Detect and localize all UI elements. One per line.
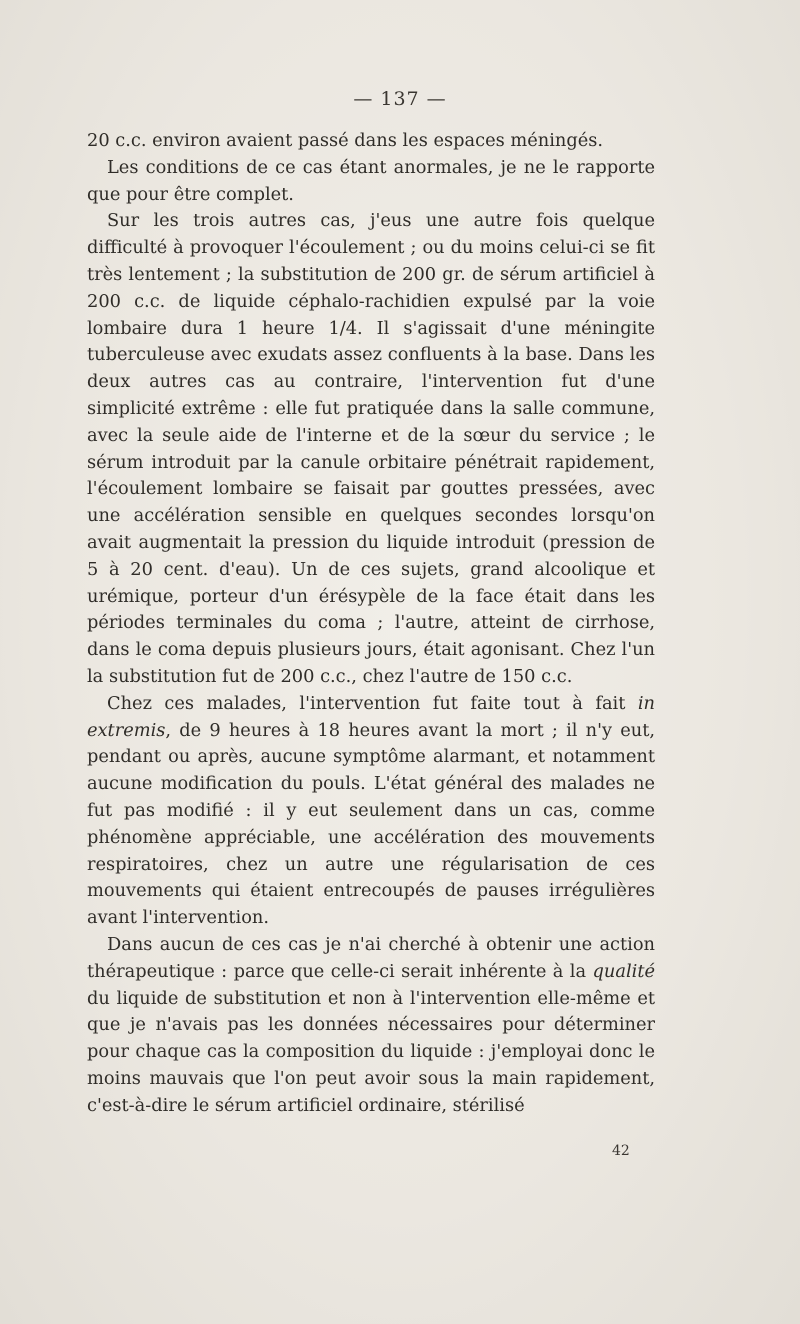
text-segment: 20 c.c. environ avaient passé dans les espaces méningés.: [87, 130, 604, 151]
italic-text: in extremis: [87, 692, 655, 741]
page-number-header: — 137 —: [353, 88, 447, 110]
paragraph: [87, 932, 655, 1120]
body-text: [87, 128, 655, 1119]
text-segment: Sur les trois autres cas, j'eus une autre fois quelque difficulté à provoquer l'écoulement ; ou du moins celui-ci se fit très lentement ; la substitution de 200 gr. de sérum artificiel à 200 c.c. de liquide céphalo-rachidien expulsé par la voie lombaire dura 1 heure 1/4. Il s'agissait d'une méningite tuberculeuse avec exudats assez confluents à la base. Dans les deux autres cas au contraire, l'intervention fut d'une simplicité extrême : elle fut pratiquée dans la salle commune, avec la seule aide de l'interne et de la sœur du service ; le sérum introduit par la canule orbitaire pénétrait rapidement, l'écoulement lombaire se faisait par gouttes pressées, avec une accélération sensible en quelques secondes lorsqu'on avait augmentait la pression du liquide introduit (pression de 5 à 20 cent. d'eau). Un de ces sujets, grand alcoolique et urémique, porteur d'un érésypèle de la face était dans les périodes terminales du coma ; l'autre, atteint de cirrhose, dans le coma depuis plusieurs jours, était agonisant. Chez l'un la substitution fut de 200 c.c., chez l'autre de 150 c.c.: [87, 210, 655, 687]
text-segment: du liquide de substitution et non à l'intervention elle-même et que je n'avais pas les données nécessaires pour déterminer pour chaque cas la composition du liquide : j'employai donc le moins mauvais que l'on peut avoir sous la main rapidement, c'est-à-dire le sérum artificiel ordinaire, stérilisé: [87, 987, 655, 1116]
text-segment: Les conditions de ce cas étant anormales, je ne le rapporte que pour être complet.: [87, 156, 655, 205]
text-segment: , de 9 heures à 18 heures avant la mort ; il n'y eut, pendant ou après, aucune symptôme alarmant, et notamment aucune modification du pouls. L'état général des malades ne fut pas modifié : il y eut seulement dans un cas, comme phénomène appréciable, une accélération des mouvements respiratoires, chez un autre une régularisation de ces mouvements qui étaient entrecoupés de pauses irrégulières avant l'intervention.: [87, 719, 655, 929]
text-segment: Chez ces malades, l'intervention fut faite tout à fait: [107, 692, 638, 714]
paragraph: [87, 691, 655, 932]
text-segment: Dans aucun de ces cas je n'ai cherché à obtenir une action thérapeutique : parce que celle-ci serait inhérente à la: [87, 933, 655, 982]
italic-text: qualité: [592, 960, 655, 982]
paragraph: [87, 155, 655, 209]
paragraph: [87, 128, 655, 155]
signature-mark: 42: [612, 1143, 630, 1159]
paragraph: [87, 208, 655, 690]
